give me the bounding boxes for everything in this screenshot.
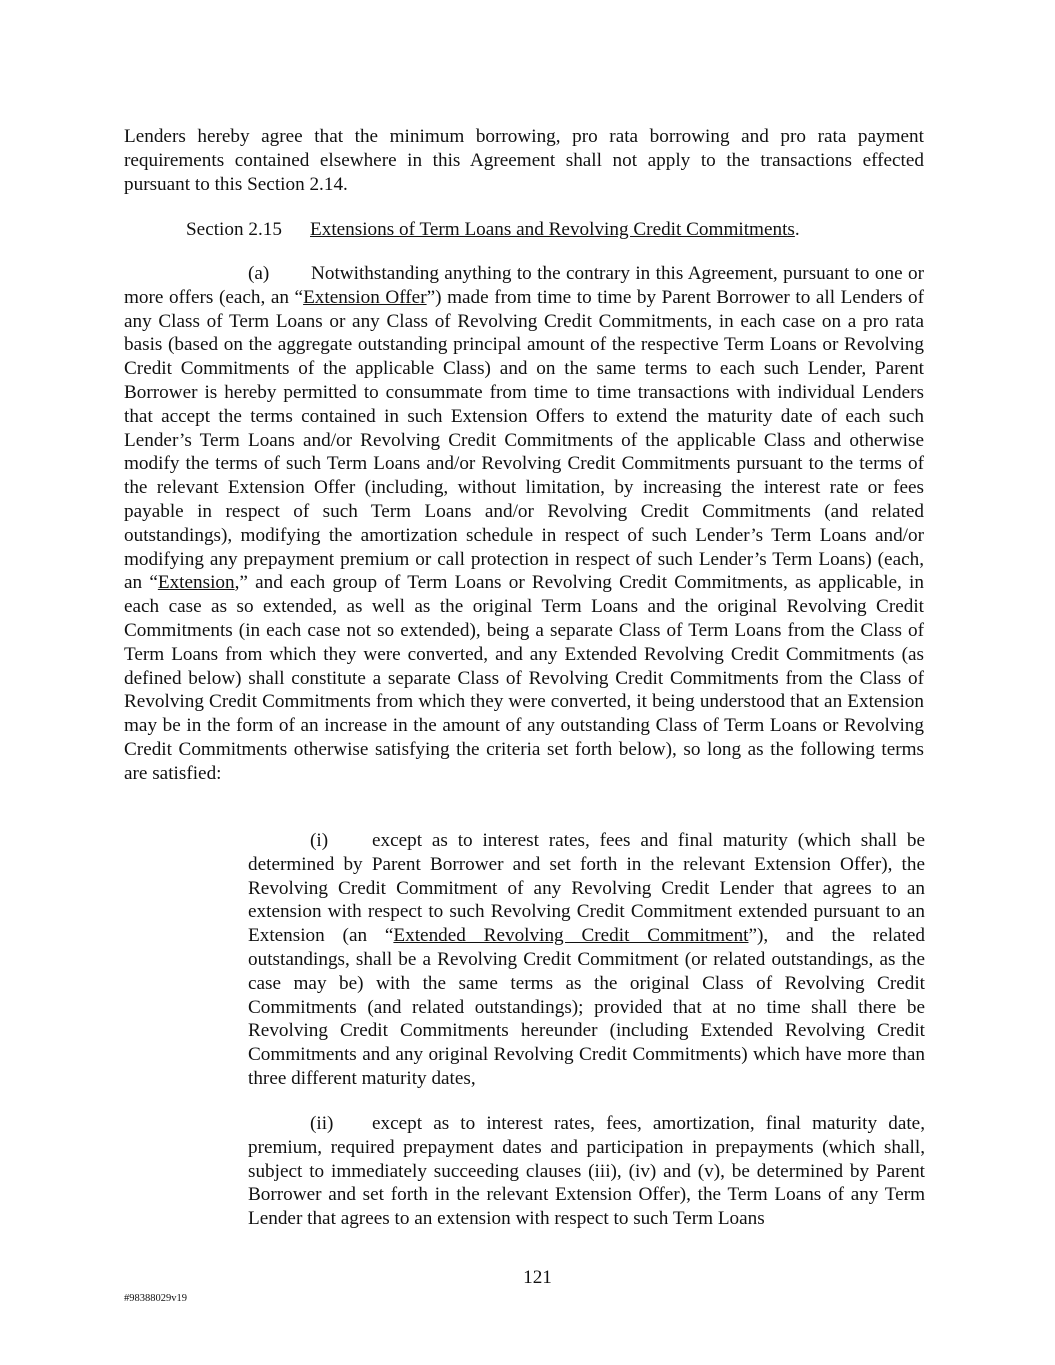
- paragraph-a-label: (a): [248, 263, 270, 284]
- defined-term-extension: Extension: [157, 572, 235, 594]
- section-heading: Section 2.15 Extensions of Term Loans and Revolving Credit Commitments.: [186, 219, 800, 240]
- page-number: 121: [523, 1267, 552, 1288]
- section-title: Extensions of Term Loans and Revolving Credit Commitments: [310, 219, 795, 240]
- document-id: #98388029v19: [124, 1293, 187, 1304]
- intro-paragraph: Lenders hereby agree that the minimum borrowing, pro rata borrowing and pro rata payment requirements contained elsewhere in this Agreement shall not apply to the transactions effected pursuant to this Section 2.14.: [124, 126, 924, 195]
- clause-i-label: (i): [310, 830, 329, 851]
- defined-term-extension-offer: Extension Offer: [303, 286, 427, 308]
- defined-term-extended-revolving-credit-commitment: Extended Revolving Credit Commitment: [393, 925, 749, 947]
- clause-ii-label: (ii): [310, 1113, 334, 1134]
- section-number: Section 2.15: [186, 219, 282, 240]
- clause-ii: (ii) except as to interest rates, fees, amortization, final maturity date, premium, required prepayment dates and participation in prepayments (which shall, subject to immediately succeeding clauses (iii), (iv) and (v), be determined by Parent Borrower and set forth in the relevant Extension Offer), the Term Loans of any Term Lender that agrees to an extension with respect to such Term Loans: [248, 1113, 925, 1230]
- clause-i: (i) except as to interest rates, fees and final maturity (which shall be determined by Parent Borrower and set forth in the relevant Extension Offer), the Revolving Credit Commitment of any Revolving Credit Lender that agrees to an extension with respect to such Revolving Credit Commitment extended pursuant to an Extension (an “Extended Revolving Credit Commitment”), and the related outstandings, shall be a Revolving Credit Commitment (or related outstandings, as the case may be) with the same terms as the original Class of Revolving Credit Commitments (and related outstandings); provided that at no time shall there be Revolving Credit Commitments hereunder (including Extended Revolving Credit Commitments and any original Revolving Credit Commitments) which have more than three different maturity dates,: [248, 830, 925, 1089]
- paragraph-a: (a) Notwithstanding anything to the contrary in this Agreement, pursuant to one or more offers (each, an “Extension Offer”) made from time to time by Parent Borrower to all Lenders of any Class of Term Loans or any Class of Revolving Credit Commitments, in each case on a pro rata basis (based on the aggregate outstanding principal amount of the respective Term Loans or Revolving Credit Commitments of the applicable Class) and on the same terms to each such Lender, Parent Borrower is hereby permitted to consummate from time to time transactions with individual Lenders that accept the terms contained in such Extension Offers to extend the maturity date of each such Lender’s Term Loans and/or Revolving Credit Commitments of the applicable Class and otherwise modify the terms of such Term Loans and/or Revolving Credit Commitments pursuant to the terms of the relevant Extension Offer (including, without limitation, by increasing the interest rate or fees payable in respect of such Term Loans and/or Revolving Credit Commitments (and related outstandings), modifying the amortization schedule in respect of such Lender’s Term Loans and/or modifying any prepayment premium or call protection in respect of such Lender’s Term Loans) (each, an “Extension,” and each group of Term Loans or Revolving Credit Commitments, as applicable, in each case as so extended, as well as the original Term Loans and the original Revolving Credit Commitments (in each case not so extended), being a separate Class of Term Loans from the Class of Term Loans from which they were converted, and any Extended Revolving Credit Commitments (as defined below) shall constitute a separate Class of Revolving Credit Commitments from the Class of Revolving Credit Commitments from which they were converted, it being understood that an Extension may be in the form of an increase in the amount of any outstanding Class of Term Loans or Revolving Credit Commitments otherwise satisfying the criteria set forth below), so long as the following terms are satisfied:: [124, 263, 924, 784]
